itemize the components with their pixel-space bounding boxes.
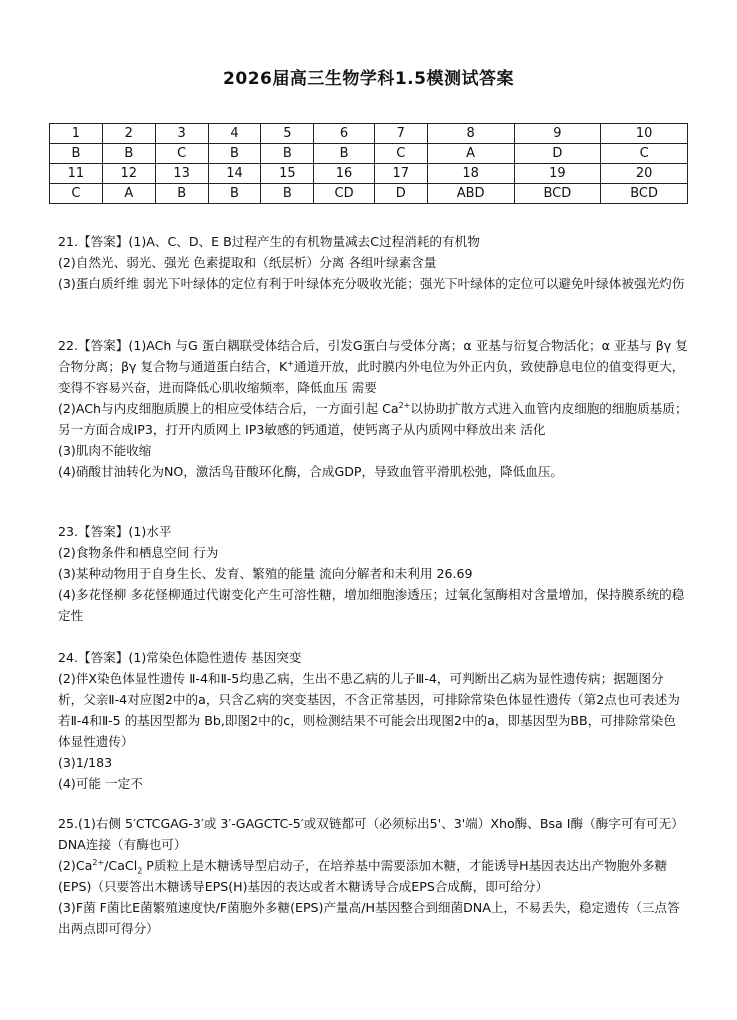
answer-23-line-2: (2)食物条件和栖息空间 行为 (58, 545, 219, 560)
answer-table-cell: B (208, 184, 261, 204)
answer-table-cell: 7 (374, 124, 427, 144)
answer-table-cell: D (374, 184, 427, 204)
answer-table-cell: BCD (601, 184, 688, 204)
answer-table-cell: C (50, 184, 103, 204)
answer-table-cell: 14 (208, 164, 261, 184)
answer-table-cell: CD (314, 184, 375, 204)
answer-22-line-2: (2)ACh与内皮细胞质膜上的相应受体结合后，一方面引起 $Ca^{2+}$以协助扩散方式进入血管内皮细胞的细胞质基质；另一方面合成IP3，打开内质网上 IP3敏感的钙通道，使钙离子从内质网中释放出来 活化 (58, 400, 688, 437)
answer-24-line-4: (4)可能 一定不 (58, 776, 143, 791)
answer-table-cell: B (208, 144, 261, 164)
answer-table-cell: C (601, 144, 688, 164)
answer-table (49, 123, 688, 204)
answer-23-line-3: (3)某种动物用于自身生长、发育、繁殖的能量 流向分解者和未利用 26.69 (58, 566, 473, 581)
answer-22-line-1: 22.【答案】(1)ACh 与G 蛋白耦联受体结合后，引发G蛋白与受体分离；α 亚基与衍复合物活化；α 亚基与 βγ 复合物分离；βγ 复合物与通道蛋白结合，K+通道开放，此时膜内外电位为外正内负，致使静息电位的值变得更大，变得不容易兴奋，进而降低心肌收缩频率，降低血压 需要 (58, 338, 688, 395)
answer-table-cell: 19 (514, 164, 601, 184)
answer-24-line-2: (2)伴X染色体显性遗传 Ⅱ-4和Ⅱ-5均患乙病，生出不患乙病的儿子Ⅲ-4，可判断出乙病为显性遗传病；据题图分析，父亲Ⅱ-4对应图2中的a，只含乙病的突变基因，不含正常基因，可排除常染色体显性遗传（第2点也可表述为若Ⅱ-4和Ⅱ-5 的基因型都为 Bb,即图2中的c，则检测结果不可能会出现图2中的a，即基因型为BB，可排除常染色体显性遗传） (58, 671, 680, 749)
answer-table-cell: B (155, 184, 208, 204)
answer-table-cell: B (261, 144, 314, 164)
answer-21-line-3: (3)蛋白质纤维 弱光下叶绿体的定位有利于叶绿体充分吸收光能；强光下叶绿体的定位可以避免叶绿体被强光灼伤 (58, 276, 685, 291)
answer-table-cell: 13 (155, 164, 208, 184)
answer-21-line-1: 21.【答案】(1)A、C、D、E B过程产生的有机物量减去C过程消耗的有机物 (58, 234, 480, 249)
answer-table-cell: 3 (155, 124, 208, 144)
answer-table-cell: 2 (102, 124, 155, 144)
answer-25 (58, 813, 688, 939)
answer-24 (58, 647, 688, 794)
answer-table-cell: B (261, 184, 314, 204)
answer-table-cell: 20 (601, 164, 688, 184)
answer-22 (58, 335, 688, 482)
answer-23-line-4: (4)多花怪柳 多花怪柳通过代谢变化产生可溶性糖，增加细胞渗透压；过氧化氢酶相对含量增加，保持膜系统的稳定性 (58, 587, 685, 623)
page-title: 2026届高三生物学科1.5模测试答案 (223, 69, 514, 89)
answer-table-cell: C (374, 144, 427, 164)
answer-table-cell: A (102, 184, 155, 204)
answer-table-cell: 16 (314, 164, 375, 184)
answer-table-row (50, 164, 688, 184)
answer-table-cell: 4 (208, 124, 261, 144)
answer-23-line-1: 23.【答案】(1)水平 (58, 524, 172, 539)
answer-table-cell: 12 (102, 164, 155, 184)
answer-table-cell: ABD (427, 184, 514, 204)
answer-table-cell: 17 (374, 164, 427, 184)
answer-table-cell: 8 (427, 124, 514, 144)
answer-25-line-3: (3)F菌 F菌比E菌繁殖速度快/F菌胞外多糖(EPS)产量高/H基因整合到细菌DNA上，不易丢失，稳定遗传（三点答出两点即可得分） (58, 900, 680, 936)
answer-22-line-4: (4)硝酸甘油转化为NO，激活鸟苷酸环化酶，合成GDP，导致血管平滑肌松弛，降低血压。 (58, 464, 564, 479)
answer-table-cell: B (102, 144, 155, 164)
answer-table-row (50, 144, 688, 164)
answer-table-cell: 18 (427, 164, 514, 184)
answer-24-line-1: 24.【答案】(1)常染色体隐性遗传 基因突变 (58, 650, 302, 665)
answer-24-line-3: (3)1/183 (58, 755, 113, 770)
answer-table-row (50, 124, 688, 144)
answer-table-cell: A (427, 144, 514, 164)
answer-table-cell: 6 (314, 124, 375, 144)
answer-table-cell: 5 (261, 124, 314, 144)
answer-table-row (50, 184, 688, 204)
answer-21-line-2: (2)自然光、弱光、强光 色素提取和（纸层析）分离 各组叶绿素含量 (58, 255, 437, 270)
answer-table-cell: 15 (261, 164, 314, 184)
answer-25-line-1: 25.(1)右侧 5′CTCGAG-3′或 3′-GAGCTC-5′或双链都可（必须标出5'、3'端）Xho酶、Bsa Ⅰ酶（酶字可有可无）DNA连接（有酶也可） (58, 816, 684, 852)
answer-23 (58, 521, 688, 626)
answer-22-line-3: (3)肌肉不能收缩 (58, 443, 152, 458)
answer-table-cell: B (314, 144, 375, 164)
answer-25-line-2: $(2)Ca^{2+}/CaCl_2$ P质粒上是木糖诱导型启动子，在培养基中需要添加木糖，才能诱导H基因表达出产物胞外多糖(EPS)（只要答出木糖诱导EPS(H)基因的表达或者木糖诱导合成EPS合成酶，即可给分） (58, 857, 668, 894)
answer-table-cell: D (514, 144, 601, 164)
answer-table-cell: 11 (50, 164, 103, 184)
answer-table-cell: 9 (514, 124, 601, 144)
answer-21 (58, 231, 688, 294)
answer-table-cell: 10 (601, 124, 688, 144)
answer-table-cell: C (155, 144, 208, 164)
answer-table-cell: 1 (50, 124, 103, 144)
answer-table-cell: B (50, 144, 103, 164)
answer-table-cell: BCD (514, 184, 601, 204)
